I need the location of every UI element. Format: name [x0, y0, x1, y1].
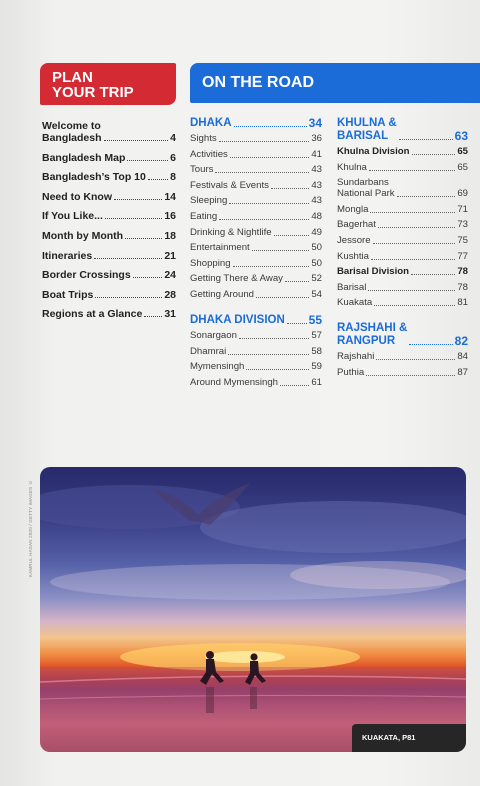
leader-dots [368, 290, 455, 291]
section-title: RAJSHAHI & [337, 322, 408, 335]
leader-dots [280, 385, 309, 386]
entry-sights[interactable] [190, 133, 322, 144]
entry-page: 65 [457, 161, 468, 173]
entry-label: Mymensingh [190, 361, 245, 373]
leader-dots [228, 354, 309, 355]
plan-list [42, 120, 176, 328]
dhaka-column [190, 117, 322, 392]
entry-label: Mongla [337, 203, 369, 215]
plan-item-label: Bangladesh [42, 132, 102, 144]
leader-dots [378, 227, 455, 228]
leader-dots [371, 259, 455, 260]
entry-kuakata[interactable] [337, 297, 468, 308]
entry-label: Sleeping [190, 195, 228, 207]
leader-dots [287, 323, 307, 324]
entry-label: Khulna Division [337, 146, 410, 157]
entry-label: Getting There & Away [190, 273, 283, 285]
entry-puthia[interactable] [337, 367, 468, 378]
leader-dots [95, 297, 162, 298]
entry-label: Entertainment [190, 242, 250, 254]
entry-drinking[interactable] [190, 227, 322, 238]
plan-item-label: Month by Month [42, 229, 124, 242]
leader-dots [271, 188, 309, 189]
leader-dots [233, 266, 310, 267]
entry-page: 50 [311, 257, 322, 269]
entry-page: 71 [457, 203, 468, 215]
leader-dots [144, 316, 162, 317]
entry-sleeping[interactable] [190, 195, 322, 206]
entry-page: 54 [311, 288, 322, 300]
entry-page: 65 [457, 146, 468, 157]
plan-item-map[interactable] [42, 152, 176, 164]
plan-header-line1: PLAN [52, 69, 93, 86]
leader-dots [256, 297, 309, 298]
plan-item-label: Itineraries [42, 249, 93, 262]
plan-item-if-you-like[interactable] [42, 210, 176, 222]
leader-dots [104, 140, 169, 141]
entry-label: Sundarbans [337, 177, 389, 189]
leader-dots [246, 369, 309, 370]
entry-page: 43 [311, 179, 322, 191]
entry-page: 49 [311, 226, 322, 238]
entry-getting-around[interactable] [190, 289, 322, 300]
entry-rajshahi[interactable] [337, 351, 468, 362]
plan-item-page: 8 [170, 171, 176, 184]
entry-festivals[interactable] [190, 180, 322, 191]
entry-khulna-division[interactable] [337, 146, 468, 157]
entry-label: Festivals & Events [190, 179, 269, 191]
leader-dots [105, 218, 162, 219]
entry-page: 50 [311, 242, 322, 254]
entry-label: Drinking & Nightlife [190, 226, 272, 238]
leader-dots [274, 235, 310, 236]
plan-item-page: 24 [164, 269, 176, 282]
plan-item-label: Welcome to [42, 120, 101, 132]
plan-item-label: Border Crossings [42, 269, 131, 282]
entry-label: Barisal [337, 281, 367, 293]
photo-illustration [40, 467, 466, 752]
leader-dots [114, 199, 162, 200]
section-title: KHULNA & [337, 117, 397, 129]
plan-item-regions[interactable] [42, 308, 176, 320]
entry-page: 69 [457, 188, 468, 200]
khulna-column [337, 117, 468, 383]
entry-label: Rajshahi [337, 351, 375, 363]
leader-dots [376, 359, 455, 360]
entry-label: Sonargaon [190, 329, 237, 341]
entry-label: National Park [337, 188, 395, 200]
plan-item-label: If You Like... [42, 210, 103, 223]
entry-page: 84 [457, 351, 468, 363]
on-the-road-header: ON THE ROAD [190, 63, 480, 103]
photo-caption: KUAKATA, P81 [352, 724, 466, 752]
plan-item-boat-trips[interactable] [42, 289, 176, 301]
section-page: 63 [454, 129, 468, 143]
leader-dots [234, 126, 307, 127]
entry-page: 73 [457, 219, 468, 231]
plan-item-label: Regions at a Glance [42, 308, 143, 321]
entry-page: 75 [457, 234, 468, 246]
entry-page: 43 [311, 164, 322, 176]
plan-item-page: 21 [164, 249, 176, 262]
section-title: BARISAL [337, 130, 389, 142]
entry-label: Barisal Division [337, 266, 409, 278]
plan-item-month-by-month[interactable] [42, 230, 176, 242]
leader-dots [239, 338, 309, 339]
plan-item-label: Bangladesh’s Top 10 [42, 171, 146, 184]
entry-barisal[interactable] [337, 282, 468, 293]
entry-sonargaon[interactable] [190, 330, 322, 341]
plan-item-page: 4 [170, 132, 176, 144]
kuakata-sunset-photo [40, 467, 466, 752]
leader-dots [412, 154, 456, 155]
entry-label: Shopping [190, 257, 231, 269]
leader-dots [366, 375, 455, 376]
plan-item-page: 6 [170, 151, 176, 164]
entry-page: 59 [311, 361, 322, 373]
entry-label: Bagerhat [337, 219, 376, 231]
section-page: 55 [308, 312, 322, 327]
entry-page: 36 [311, 133, 322, 144]
leader-dots [399, 139, 453, 140]
entry-around-mymensingh[interactable] [190, 377, 322, 388]
photo-credit: KAMRUL HASAN 2020 / GETTY IMAGES © [28, 480, 33, 578]
entry-page: 57 [311, 329, 322, 341]
leader-dots [252, 250, 310, 251]
entry-page: 77 [457, 250, 468, 262]
entry-label: Khulna [337, 161, 367, 173]
entry-mongla[interactable] [337, 204, 468, 215]
section-rajshahi-rangpur[interactable] [337, 322, 468, 348]
entry-barisal-division[interactable] [337, 266, 468, 277]
entry-page: 87 [457, 366, 468, 378]
leader-dots [409, 344, 452, 345]
entry-label: Around Mymensingh [190, 376, 278, 388]
entry-eating[interactable] [190, 211, 322, 222]
section-page: 82 [454, 334, 468, 349]
entry-jessore[interactable] [337, 235, 468, 246]
leader-dots [125, 238, 162, 239]
entry-label: Jessore [337, 234, 371, 246]
entry-getting-there[interactable] [190, 273, 322, 284]
leader-dots [397, 196, 456, 197]
leader-dots [219, 141, 310, 142]
plan-item-label: Bangladesh Map [42, 151, 126, 164]
plan-item-page: 31 [164, 308, 176, 321]
entry-page: 43 [311, 195, 322, 207]
leader-dots [230, 157, 309, 158]
leader-dots [127, 160, 168, 161]
plan-item-page: 18 [164, 229, 176, 242]
entry-page: 48 [311, 210, 322, 222]
plan-item-page: 28 [164, 288, 176, 301]
section-title: DHAKA DIVISION [190, 313, 285, 326]
plan-item-label: Need to Know [42, 190, 112, 203]
plan-item-border-crossings[interactable] [42, 269, 176, 281]
plan-item-label: Boat Trips [42, 288, 94, 301]
entry-page: 78 [457, 266, 468, 278]
entry-khulna[interactable] [337, 162, 468, 173]
entry-kushtia[interactable] [337, 251, 468, 262]
entry-label: Tours [190, 164, 214, 176]
entry-label: Sights [190, 133, 217, 144]
section-title: DHAKA [190, 117, 232, 129]
leader-dots [374, 305, 455, 306]
leader-dots [373, 243, 456, 244]
section-title: RANGPUR [337, 335, 396, 348]
plan-item-itineraries[interactable] [42, 250, 176, 262]
entry-label: Kushtia [337, 250, 369, 262]
leader-dots [148, 179, 168, 180]
entry-dhamrai[interactable] [190, 346, 322, 357]
entry-label: Kuakata [337, 297, 373, 309]
section-khulna-barisal[interactable] [337, 117, 468, 143]
entry-sundarbans[interactable] [337, 177, 468, 199]
leader-dots [369, 170, 455, 171]
entry-shopping[interactable] [190, 258, 322, 269]
leader-dots [94, 258, 162, 259]
leader-dots [285, 281, 309, 282]
entry-page: 52 [311, 273, 322, 285]
entry-page: 41 [311, 148, 322, 160]
section-dhaka-division[interactable] [190, 314, 322, 327]
plan-item-welcome[interactable] [42, 120, 176, 144]
entry-activities[interactable] [190, 149, 322, 160]
leader-dots [219, 219, 309, 220]
entry-page: 61 [311, 376, 322, 388]
entry-bagerhat[interactable] [337, 219, 468, 230]
plan-item-page: 16 [164, 210, 176, 223]
entry-label: Dhamrai [190, 345, 227, 357]
section-page: 34 [308, 116, 322, 130]
entry-page: 81 [457, 297, 468, 309]
plan-item-page: 14 [164, 190, 176, 203]
leader-dots [133, 277, 163, 278]
entry-entertainment[interactable] [190, 242, 322, 253]
entry-page: 58 [311, 345, 322, 357]
entry-label: Activities [190, 148, 228, 160]
entry-tours[interactable] [190, 164, 322, 175]
plan-header-line2: YOUR TRIP [52, 84, 134, 101]
leader-dots [411, 274, 455, 275]
leader-dots [370, 212, 455, 213]
leader-dots [229, 203, 309, 204]
entry-mymensingh[interactable] [190, 361, 322, 372]
leader-dots [215, 172, 309, 173]
entry-label: Eating [190, 210, 218, 222]
plan-your-trip-header [40, 63, 176, 105]
entry-page: 78 [457, 281, 468, 293]
entry-label: Getting Around [190, 288, 255, 300]
entry-label: Puthia [337, 366, 365, 378]
plan-item-need-to-know[interactable] [42, 191, 176, 203]
section-dhaka[interactable] [190, 117, 322, 130]
plan-item-top10[interactable] [42, 171, 176, 183]
